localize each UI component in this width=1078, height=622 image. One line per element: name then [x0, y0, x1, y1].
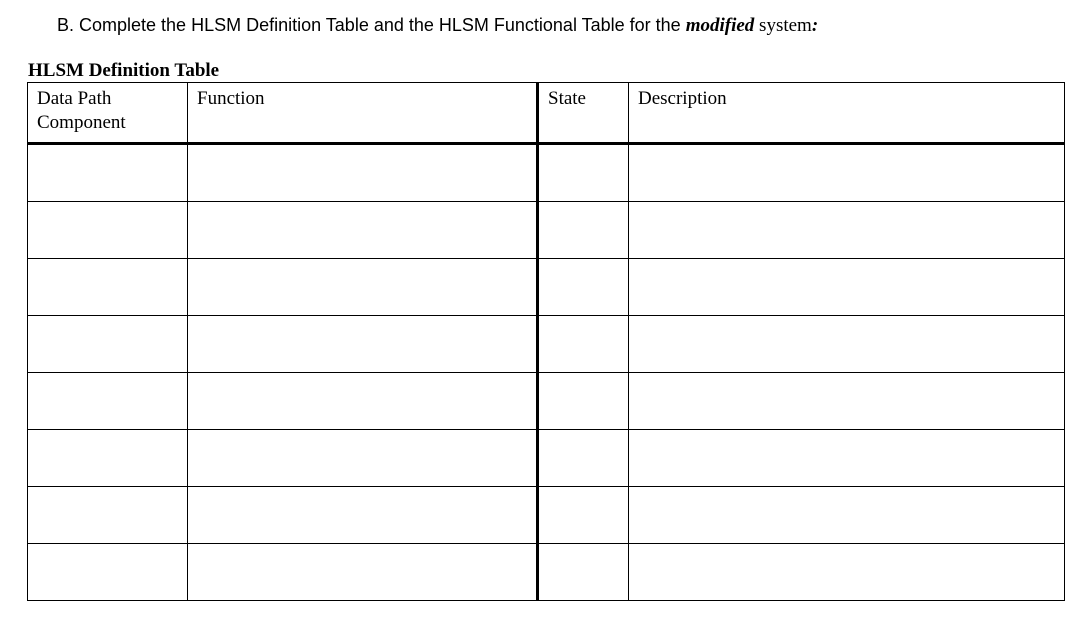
table-row	[28, 544, 1065, 601]
header-description-label: Description	[638, 88, 727, 109]
table-cell-state[interactable]	[538, 373, 629, 430]
header-data-path-line1: Data Path	[37, 88, 112, 109]
table-cell-function[interactable]	[188, 373, 538, 430]
table-body	[28, 144, 1065, 601]
instruction-colon: :	[811, 15, 819, 36]
table-row	[28, 144, 1065, 202]
table-cell-state[interactable]	[538, 144, 629, 202]
table-cell-function[interactable]	[188, 430, 538, 487]
table-cell-description[interactable]	[629, 144, 1065, 202]
header-data-path-line2: Component	[37, 112, 126, 133]
instruction-prefix: B. Complete the HLSM Definition Table and the HLSM Functional Table for the	[57, 15, 686, 35]
table-cell-data-path-component[interactable]	[28, 144, 188, 202]
table-cell-state[interactable]	[538, 430, 629, 487]
header-description	[629, 83, 1065, 144]
table-cell-state[interactable]	[538, 259, 629, 316]
table-cell-description[interactable]	[629, 430, 1065, 487]
header-state	[538, 83, 629, 144]
table-cell-function[interactable]	[188, 144, 538, 202]
table-cell-data-path-component[interactable]	[28, 259, 188, 316]
table-row	[28, 316, 1065, 373]
table-cell-function[interactable]	[188, 259, 538, 316]
table-row	[28, 430, 1065, 487]
hlsm-definition-table	[27, 82, 1065, 601]
table-row	[28, 487, 1065, 544]
table-cell-state[interactable]	[538, 202, 629, 259]
table-title: HLSM Definition Table	[28, 60, 220, 81]
instruction-text	[57, 13, 818, 38]
header-data-path-component	[28, 83, 188, 144]
table-cell-state[interactable]	[538, 487, 629, 544]
table-cell-data-path-component[interactable]	[28, 316, 188, 373]
table-cell-state[interactable]	[538, 544, 629, 601]
table-cell-description[interactable]	[629, 259, 1065, 316]
table-row	[28, 202, 1065, 259]
table-cell-data-path-component[interactable]	[28, 544, 188, 601]
table-cell-description[interactable]	[629, 202, 1065, 259]
table-row	[28, 373, 1065, 430]
table-cell-data-path-component[interactable]	[28, 430, 188, 487]
instruction-emphasis: modified	[685, 15, 755, 36]
table-cell-data-path-component[interactable]	[28, 487, 188, 544]
instruction-suffix: system	[754, 15, 812, 36]
table-cell-description[interactable]	[629, 316, 1065, 373]
table-cell-function[interactable]	[188, 487, 538, 544]
table-cell-description[interactable]	[629, 487, 1065, 544]
header-function	[188, 83, 538, 144]
table-row	[28, 259, 1065, 316]
table-cell-function[interactable]	[188, 316, 538, 373]
table-cell-description[interactable]	[629, 544, 1065, 601]
header-function-label: Function	[197, 88, 265, 109]
table-cell-data-path-component[interactable]	[28, 373, 188, 430]
table-cell-description[interactable]	[629, 373, 1065, 430]
table-cell-function[interactable]	[188, 544, 538, 601]
table-cell-data-path-component[interactable]	[28, 202, 188, 259]
table-cell-function[interactable]	[188, 202, 538, 259]
table-header-row	[28, 83, 1065, 144]
table-cell-state[interactable]	[538, 316, 629, 373]
header-state-label: State	[548, 88, 586, 109]
